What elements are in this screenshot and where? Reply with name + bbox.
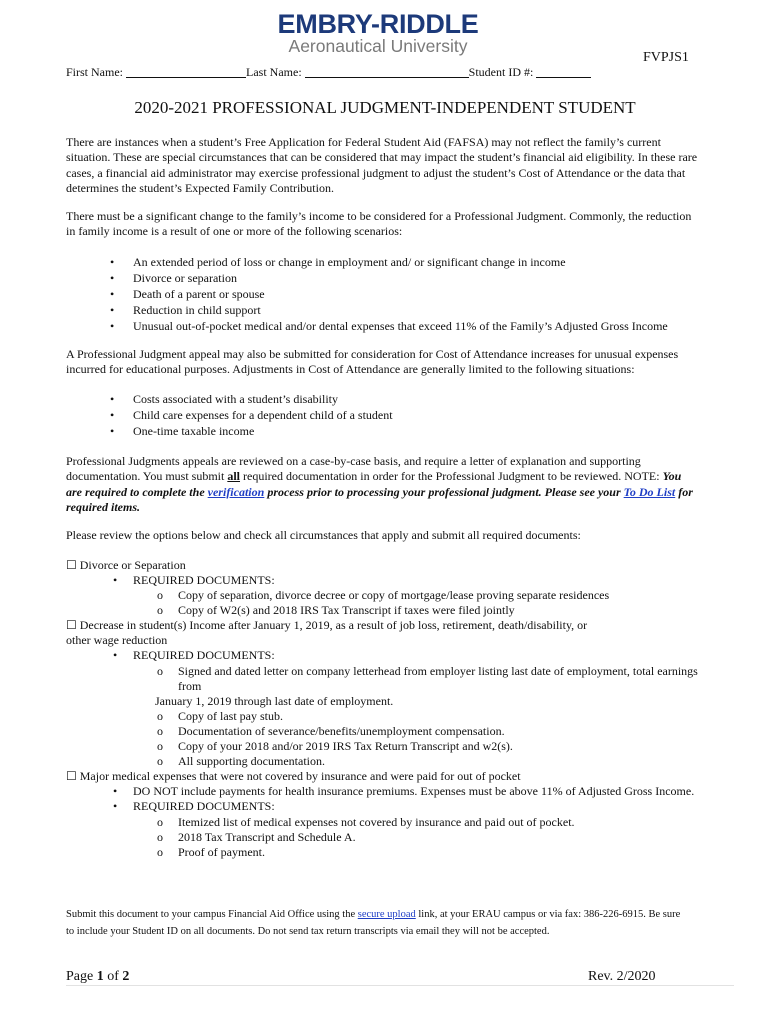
text-line: situation. These are special circumstances that can be considered that may impact the student’s financial aid eligibility. In these rare (66, 150, 698, 165)
option-label: Major medical expenses that were not covered by insurance and were paid for out of pocket (79, 769, 521, 783)
circle-bullet-icon: o (157, 815, 163, 829)
medical-note: DO NOT include payments for health insurance premiums. Expenses must be above 11% of Adjusted Gross Income. (133, 784, 695, 798)
first-name-field[interactable] (126, 66, 246, 78)
option-label: Decrease in student(s) Income after January 1, 2019, as a result of job loss, retirement, death/disability, or (79, 618, 588, 632)
text-span: Page (66, 969, 97, 984)
income-checkbox[interactable]: ☐ (66, 618, 77, 632)
circle-bullet-icon: o (157, 830, 163, 844)
circle-bullet-icon: o (157, 588, 163, 602)
text-line: Professional Judgments appeals are reviewed on a case-by-case basis, and require a letter of explanation and supporting (66, 454, 641, 468)
circumstance-options (0, 558, 770, 858)
circle-bullet-icon: o (157, 739, 163, 753)
doc-item: Itemized list of medical expenses not covered by insurance and paid out of pocket. (178, 815, 575, 829)
required-docs-heading: REQUIRED DOCUMENTS: (133, 573, 275, 587)
doc-item: Proof of payment. (178, 845, 265, 859)
instructions-paragraph: Please review the options below and check all circumstances that apply and submit all required documents: (66, 528, 581, 542)
coa-paragraph (66, 347, 726, 378)
list-item: • One-time taxable income (66, 424, 393, 440)
doc-item: Copy of last pay stub. (178, 709, 283, 723)
bullet-icon: • (113, 799, 118, 813)
footer-divider (66, 985, 734, 986)
text-line: incurred for educational purposes. Adjustments in Cost of Attendance are generally limited to the following situations: (66, 362, 635, 377)
list-item: • Child care expenses for a dependent child of a student (66, 408, 393, 424)
circle-bullet-icon: o (157, 664, 163, 678)
option-income-decrease (66, 618, 587, 633)
option-medical (66, 769, 521, 784)
total-pages: 2 (122, 969, 130, 984)
list-item: • Divorce or separation (66, 271, 668, 287)
list-item: • An extended period of loss or change in employment and/ or significant change in income (66, 255, 668, 271)
list-item: • Reduction in child support (66, 303, 668, 319)
option-divorce (66, 558, 186, 573)
list-item: • Death of a parent or spouse (66, 287, 668, 303)
last-name-field[interactable] (305, 66, 469, 78)
medical-checkbox[interactable]: ☐ (66, 769, 77, 783)
emphasis-text: required items. (66, 499, 140, 514)
text-line (66, 500, 736, 515)
form-code: FVPJS1 (643, 50, 689, 65)
text-line (66, 469, 736, 484)
doc-item: All supporting documentation. (178, 754, 325, 768)
doc-item: Copy of W2(s) and 2018 IRS Tax Transcript if taxes were filed jointly (178, 603, 515, 617)
text-line: There are instances when a student’s Free Application for Federal Student Aid (FAFSA) may not reflect the family’s current (66, 135, 661, 149)
first-name-label: First Name: (66, 65, 123, 79)
doc-item-continued: January 1, 2019 through last date of employment. (155, 694, 394, 708)
review-paragraph (66, 454, 736, 515)
page-title: 2020-2021 PROFESSIONAL JUDGMENT-INDEPENDENT STUDENT (134, 98, 636, 117)
emphasis-text: process prior to processing your professional judgment. Please see your (264, 484, 624, 499)
situation-list (66, 392, 393, 440)
circle-bullet-icon: o (157, 845, 163, 859)
current-page: 1 (96, 969, 104, 984)
list-item: • Unusual out-of-pocket medical and/or dental expenses that exceed 11% of the Family’s Adjusted Gross Income (66, 319, 668, 335)
text-line (66, 906, 746, 923)
doc-item: Signed and dated letter on company letterhead from employer listing last date of employment, total earnings (178, 664, 698, 678)
logo-wordmark: EMBRY-RIDDLE (277, 9, 479, 39)
option-label-continued: other wage reduction (66, 633, 168, 647)
emphasis-all: all (227, 469, 241, 484)
doc-item: Documentation of severance/benefits/unemployment compensation. (178, 724, 505, 738)
student-id-field[interactable] (536, 66, 591, 78)
doc-item: Copy of separation, divorce decree or copy of mortgage/lease proving separate residences (178, 588, 610, 602)
bullet-icon: • (113, 784, 118, 798)
text-line: cases, a financial aid administrator may exercise professional judgment to adjust the student’s Cost of Attendance or the data that (66, 165, 686, 180)
text-line: determines the student’s Expected Family Contribution. (66, 180, 334, 195)
circle-bullet-icon: o (157, 724, 163, 738)
intro-paragraph (66, 135, 726, 196)
list-item: • Costs associated with a student’s disability (66, 392, 393, 408)
last-name-label: Last Name: (246, 65, 302, 79)
text-span: of (103, 969, 123, 984)
doc-item: Copy of your 2018 and/or 2019 IRS Tax Return Transcript and w2(s). (178, 739, 513, 753)
doc-item-continued: from (178, 679, 202, 693)
scenario-list (66, 255, 668, 335)
emphasis-text: You (662, 469, 682, 484)
secure-upload-link[interactable]: secure upload (357, 909, 416, 920)
bullet-icon: • (113, 648, 118, 662)
doc-item: 2018 Tax Transcript and Schedule A. (178, 830, 356, 844)
logo-subtitle: Aeronautical University (288, 36, 468, 56)
text-line: in family income is a result of one or more of the following scenarios: (66, 224, 403, 239)
text-line (66, 485, 736, 500)
text-line: to include your Student ID on all documents. Do not send tax return transcripts via email they will not be accepted. (66, 926, 550, 937)
text-line: There must be a significant change to the family’s income to be considered for a Professional Judgment. Commonly, the reduction (66, 209, 692, 223)
page-number (66, 969, 129, 985)
text-span: documentation. You must submit (66, 469, 228, 484)
revision-date: Rev. 2/2020 (588, 969, 656, 984)
verification-link[interactable]: verification (207, 484, 265, 499)
to-do-list-link[interactable]: To Do List (623, 484, 676, 499)
required-docs-heading: REQUIRED DOCUMENTS: (133, 648, 275, 662)
text-span: link, at your ERAU campus or via fax: 386-226-6915. Be sure (415, 909, 681, 920)
text-span: Submit this document to your campus Financial Aid Office using the (66, 909, 358, 920)
bullet-icon: • (113, 573, 118, 587)
emphasis-text: are required to complete the (66, 484, 208, 499)
student-id-label: Student ID #: (468, 65, 534, 79)
divorce-checkbox[interactable]: ☐ (66, 558, 77, 572)
circle-bullet-icon: o (157, 603, 163, 617)
option-label: Divorce or Separation (79, 558, 186, 572)
income-paragraph (66, 209, 726, 240)
submit-instructions (66, 906, 746, 940)
text-span: required documentation in order for the Professional Judgment to be reviewed. NOTE: (240, 469, 663, 484)
required-docs-heading: REQUIRED DOCUMENTS: (133, 799, 275, 813)
student-info-fields (66, 65, 591, 80)
circle-bullet-icon: o (157, 754, 163, 768)
circle-bullet-icon: o (157, 709, 163, 723)
emphasis-text: for (675, 484, 693, 499)
text-line: A Professional Judgment appeal may also be submitted for consideration for Cost of Attendance increases for unusual expenses (66, 347, 679, 361)
